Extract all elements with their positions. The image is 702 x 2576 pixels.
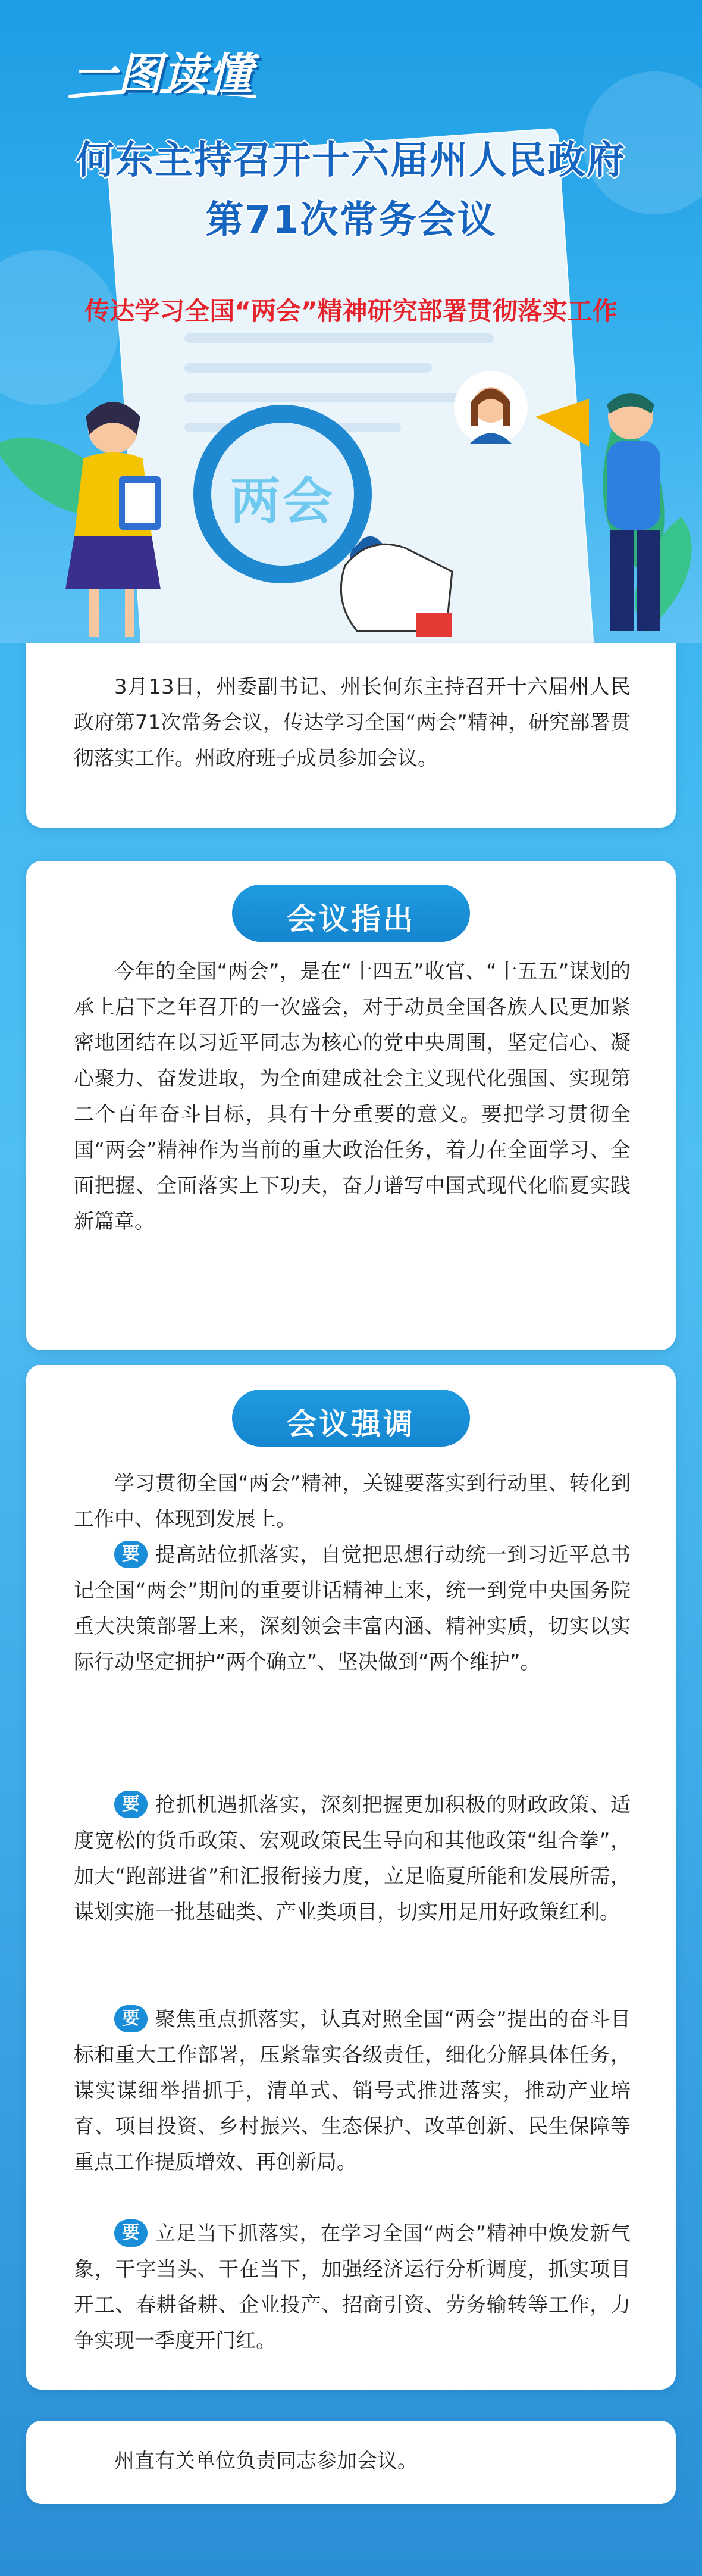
hero-banner: [0, 0, 702, 643]
requirement-marker: 要: [114, 2219, 148, 2247]
guide-card: [26, 861, 676, 1350]
requirement-text: 聚焦重点抓落实，认真对照全国“两会”提出的奋斗目标和重大工作部署，压紧靠实各级责任，细化分解具体任务，谋实谋细举措抓手，清单式、销号式推进落实，推动产业培育、项目投资、乡村振兴、生态保护、改革创新、民生保障等重点工作提质增效、再创新局。: [74, 2007, 631, 2174]
badge-label: 一图读懂: [73, 49, 253, 100]
intro-paragraph: 3月13日，州委副书记、州长何东主持召开十六届州人民政府第71次常务会议，传达学习全国“两会”精神，研究部署贯彻落实工作。州政府班子成员参加会议。: [74, 675, 631, 770]
woman-with-clipboard-icon: [48, 393, 178, 643]
requirement-item: [74, 1537, 631, 1680]
magnifier-label: 两会: [230, 472, 335, 530]
requirement-marker: 要: [114, 1541, 148, 1568]
intro-card: [26, 643, 676, 828]
closing-paragraph: 州直有关单位负责同志参加会议。: [114, 2449, 418, 2473]
page-title-line2: 第71次常务会议: [205, 198, 497, 242]
section-title: 会议指出: [287, 902, 415, 936]
page-title-line1: 何东主持召开十六届州人民政府: [76, 139, 626, 183]
section-header: [232, 885, 470, 942]
decor-circle: [0, 250, 119, 405]
requirement-item: [74, 1787, 631, 1930]
section-header: [232, 1390, 470, 1447]
emphasis-card: [26, 1365, 676, 2390]
requirement-marker: 要: [114, 2005, 148, 2032]
requirement-item: [74, 2002, 631, 2180]
emphasis-intro: 学习贯彻全国“两会”精神，关键要落实到行动里、转化到工作中、体现到发展上。: [74, 1472, 631, 1531]
requirement-text: 立足当下抓落实，在学习全国“两会”精神中焕发新气象，干字当头、干在当下，加强经济运行分析调度，抓实项目开工、春耕备耕、企业投产、招商引资、劳务输转等工作，力争实现一季度开门红。: [74, 2222, 631, 2353]
hand-icon: [333, 524, 464, 643]
page-subtitle: 传达学习全国“两会”精神研究部署贯彻落实工作: [84, 296, 618, 326]
closing-card: [26, 2421, 676, 2504]
man-with-megaphone-icon: [524, 381, 690, 643]
requirement-text: 抢抓机遇抓落实，深刻把握更加积极的财政政策、适度宽松的货币政策、宏观政策民生导向和其他政策“组合拳”，加大“跑部进省”和汇报衔接力度，立足临夏所能和发展所需，谋划实施一批基础类、产业类项目，切实用足用好政策红利。: [74, 1793, 631, 1924]
requirement-item: [74, 2216, 631, 2359]
requirement-marker: 要: [114, 1791, 148, 1818]
section-title: 会议强调: [287, 1407, 415, 1441]
guide-paragraph: 今年的全国“两会”，是在“十四五”收官、“十五五”谋划的承上启下之年召开的一次盛会，对于动员全国各族人民更加紧密地团结在以习近平同志为核心的党中央周围，坚定信心、凝心聚力、奋发进取，为全面建成社会主义现代化强国、实现第二个百年奋斗目标，具有十分重要的意义。要把学习贯彻全国“两会”精神作为当前的重大政治任务，着力在全面学习、全面把握、全面落实上下功夫，奋力谱写中国式现代化临夏实践新篇章。: [74, 960, 631, 1234]
requirement-text: 提高站位抓落实，自觉把思想行动统一到习近平总书记全国“两会”期间的重要讲话精神上来，统一到党中央国务院重大决策部署上来，深刻领会丰富内涵、精神实质，切实以实际行动坚定拥护“两个确立”、坚决做到“两个维护”。: [74, 1543, 631, 1674]
badge: [64, 35, 261, 106]
reporter-avatar: [452, 369, 529, 446]
